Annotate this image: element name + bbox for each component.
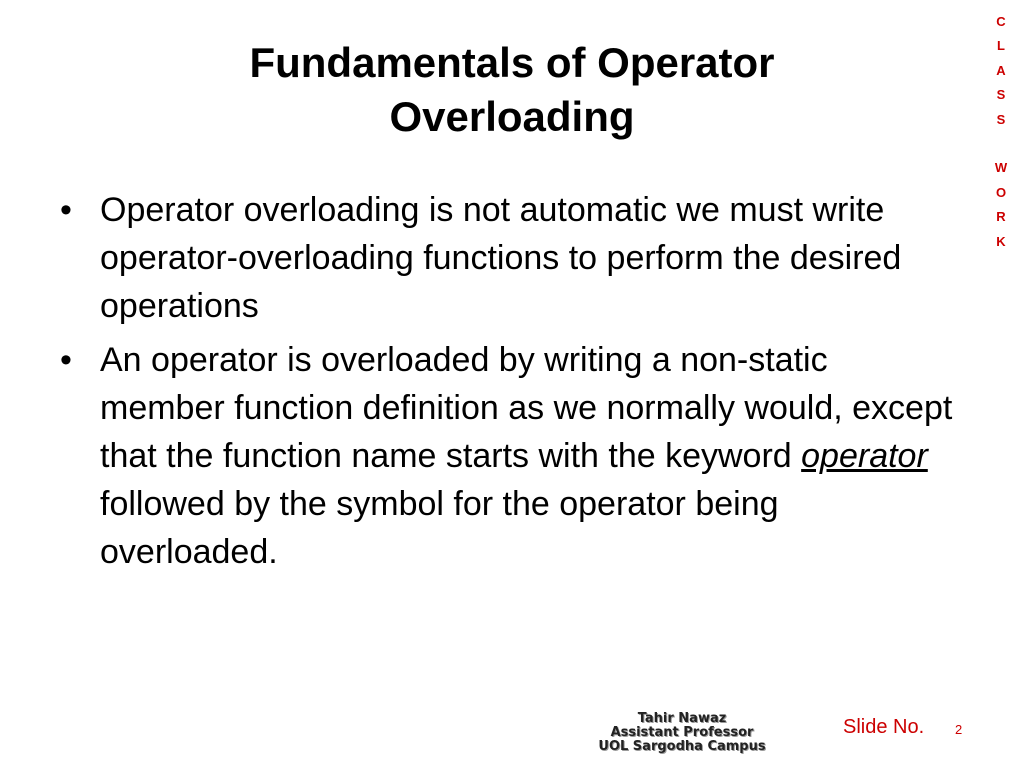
slide-number-label: Slide No. [843,716,925,738]
bullet-marker: • [60,191,72,229]
bullet-item [60,336,960,576]
bullet-text-continued: followed by the symbol for the operator being overloaded. [100,485,779,571]
slide-title-line-2: Overloading [389,93,635,140]
side-letter-gap [990,132,1012,156]
bullet-text: Operator overloading is not automatic we must write operator-overloading functions to perform the desired operations [100,191,902,325]
bullet-list [60,186,960,582]
slide-title-line-1: Fundamentals of Operator [249,39,775,86]
side-letter: S [996,111,1006,127]
side-letter: W [994,160,1008,176]
bullet-text: An operator is overloaded by writing a non-static member function definition as we normally would, except that the function name starts with the keyword [100,341,953,475]
slide-number: 2 [955,722,963,737]
author-campus: UOL Sargodha Campus [598,739,766,754]
side-letter: K [996,233,1006,249]
side-letter: R [996,209,1006,225]
class-work-vertical-label [990,10,1012,254]
side-letter: L [997,38,1005,54]
author-role: Assistant Professor [610,725,754,740]
author-footer [572,712,792,754]
author-name: Tahir Nawaz [637,711,727,726]
bullet-marker: • [60,341,72,379]
side-letter: O [995,184,1007,200]
side-letter: A [996,62,1006,78]
side-letter: C [996,14,1006,29]
slide-title [150,36,874,144]
bullet-item [60,186,960,330]
operator-keyword: operator [801,437,928,475]
side-letter: S [996,87,1006,103]
